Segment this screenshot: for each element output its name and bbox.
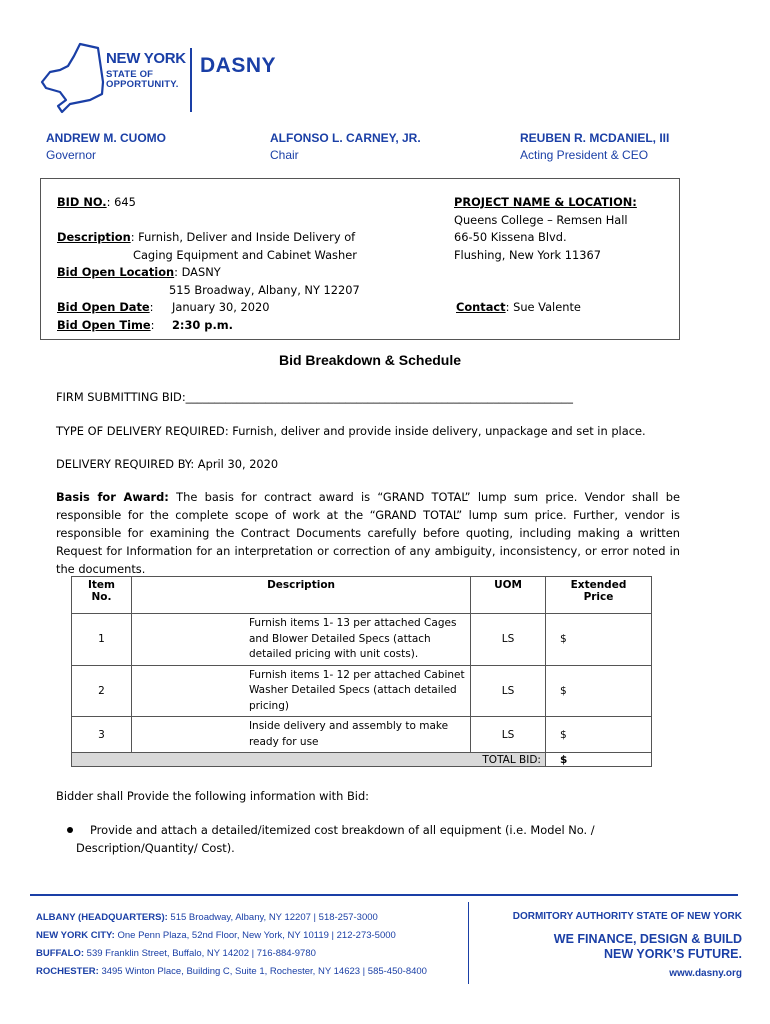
bid-info-box	[40, 178, 680, 340]
open-location-label: Bid Open Location	[57, 265, 175, 279]
header-description: Description	[131, 577, 470, 614]
ny-state-outline-icon	[40, 42, 106, 114]
project-line3: Flushing, New York 11367	[454, 248, 601, 262]
footer-slogan-line1: WE FINANCE, DESIGN & BUILD	[553, 932, 742, 946]
footer-nyc-label: NEW YORK CITY:	[36, 930, 115, 941]
page-title: Bid Breakdown & Schedule	[278, 352, 462, 368]
dasny-wordmark: DASNY	[200, 54, 277, 77]
footer-rochester-label: ROCHESTER:	[36, 966, 99, 977]
firm-submitting-line: FIRM SUBMITTING BID:____________________________________________________________________	[56, 390, 573, 404]
footer-albany	[36, 912, 378, 923]
ny-logo-subtitle	[106, 70, 179, 90]
footer-nyc	[36, 930, 396, 941]
row-uom: LS	[471, 614, 546, 666]
description-line1: : Furnish, Deliver and Inside Delivery of	[130, 230, 356, 244]
delivery-by: DELIVERY REQUIRED BY: April 30, 2020	[56, 457, 279, 471]
contact-label: Contact	[456, 300, 506, 314]
footer-buffalo	[36, 948, 316, 959]
row-uom: LS	[471, 717, 546, 753]
open-date	[57, 300, 154, 314]
footer-albany-address: 515 Broadway, Albany, NY 12207 | 518-257-3000	[167, 912, 378, 923]
logo	[40, 42, 300, 122]
row-uom: LS	[471, 665, 546, 717]
row-item: 2	[72, 665, 132, 717]
footer-authority: DORMITORY AUTHORITY STATE OF NEW YORK	[512, 911, 742, 922]
basis-text: The basis for contract award is “GRAND TOTAL” lump sum price. Vendor shall be responsible for the complete scope of work at the “GRAND TOTAL” lump sum price. Further, vendor is responsible for examining the Contract Documents carefully before quoting, including making a written Request for Information for an interpretation or correction of any ambiguity, inconsistency, or error noted in the documents.	[56, 490, 680, 576]
bidder-provide: Bidder shall Provide the following information with Bid:	[56, 789, 370, 803]
row-price: $	[545, 614, 651, 666]
open-time-colon: :	[150, 318, 155, 332]
project-line2: 66-50 Kissena Blvd.	[454, 230, 567, 244]
open-time-label: Bid Open Time	[57, 318, 151, 332]
basis-for-award	[56, 488, 680, 578]
row-description: Furnish items 1- 13 per attached Cages and Blower Detailed Specs (attach detailed pricing with unit costs).	[131, 614, 470, 666]
row-price: $	[545, 717, 651, 753]
logo-divider	[190, 48, 192, 112]
official-president	[520, 131, 669, 162]
contact	[456, 300, 581, 314]
bullet-text: Provide and attach a detailed/itemized cost breakdown of all equipment (i.e. Model No. / Description/Quantity/ Cost).	[76, 823, 595, 855]
open-location	[57, 265, 221, 279]
open-time	[57, 318, 154, 332]
table-header-row	[72, 577, 652, 614]
footer-albany-label: ALBANY (HEADQUARTERS):	[36, 912, 168, 923]
row-price: $	[545, 665, 651, 717]
official-name: REUBEN R. MCDANIEL, III	[520, 131, 670, 145]
bid-number-label: BID NO.	[57, 195, 107, 209]
header-uom: UOM	[471, 577, 546, 614]
official-name: ANDREW M. CUOMO	[46, 131, 166, 145]
table-row	[72, 665, 652, 717]
total-row	[72, 753, 652, 767]
official-chair	[270, 131, 421, 162]
total-spacer	[72, 753, 471, 767]
row-description: Inside delivery and assembly to make ready for use	[131, 717, 470, 753]
footer-vertical-divider	[468, 902, 469, 984]
footer-nyc-address: One Penn Plaza, 52nd Floor, New York, NY 10119 | 212-273-5000	[114, 930, 396, 941]
ny-logo-title: NEW YORK	[106, 50, 186, 67]
table-row	[72, 614, 652, 666]
open-date-label: Bid Open Date	[57, 300, 150, 314]
open-date-colon: :	[149, 300, 154, 314]
contact-value: : Sue Valente	[505, 300, 581, 314]
bid-number-value: : 645	[106, 195, 136, 209]
footer-website-link[interactable]: www.dasny.org	[669, 968, 742, 979]
header-price: Extended Price	[545, 577, 651, 614]
description-label: Description	[57, 230, 131, 244]
row-description: Furnish items 1- 12 per attached Cabinet Washer Detailed Specs (attach detailed pricing)	[131, 665, 470, 717]
footer-rochester	[36, 966, 427, 977]
bid-breakdown-table	[71, 576, 652, 767]
footer-buffalo-label: BUFFALO:	[36, 948, 85, 959]
open-date-value: January 30, 2020	[172, 300, 270, 314]
project-line1: Queens College – Remsen Hall	[454, 213, 628, 227]
description-line2: Caging Equipment and Cabinet Washer	[133, 248, 357, 262]
open-location-line2: 515 Broadway, Albany, NY 12207	[169, 283, 360, 297]
footer-divider	[30, 894, 738, 896]
row-item: 3	[72, 717, 132, 753]
official-title: Governor	[46, 148, 97, 162]
delivery-type: TYPE OF DELIVERY REQUIRED: Furnish, deliver and provide inside delivery, unpackage and set in place.	[56, 424, 646, 438]
official-governor	[46, 131, 166, 162]
row-item: 1	[72, 614, 132, 666]
open-location-line1: : DASNY	[174, 265, 221, 279]
official-title: Acting President & CEO	[520, 148, 649, 162]
official-name: ALFONSO L. CARNEY, JR.	[270, 131, 421, 145]
bid-number	[57, 195, 136, 209]
basis-label: Basis for Award:	[56, 490, 169, 504]
description	[57, 230, 355, 244]
footer-buffalo-address: 539 Franklin Street, Buffalo, NY 14202 | 716-884-9780	[84, 948, 316, 959]
ny-logo-line2: STATE OF	[106, 69, 154, 80]
project-label: PROJECT NAME & LOCATION:	[454, 195, 637, 209]
ny-logo-line3: OPPORTUNITY.	[106, 79, 179, 90]
footer-rochester-address: 3495 Winton Place, Building C, Suite 1, Rochester, NY 14623 | 585-450-8400	[98, 966, 427, 977]
table-row	[72, 717, 652, 753]
open-time-value: 2:30 p.m.	[172, 318, 233, 332]
bullet-icon	[67, 827, 73, 833]
total-label: TOTAL BID:	[471, 753, 546, 767]
total-value: $	[545, 753, 651, 767]
official-title: Chair	[270, 148, 299, 162]
header-item: Item No.	[72, 577, 132, 614]
footer-slogan-line2: NEW YORK’S FUTURE.	[604, 947, 742, 961]
